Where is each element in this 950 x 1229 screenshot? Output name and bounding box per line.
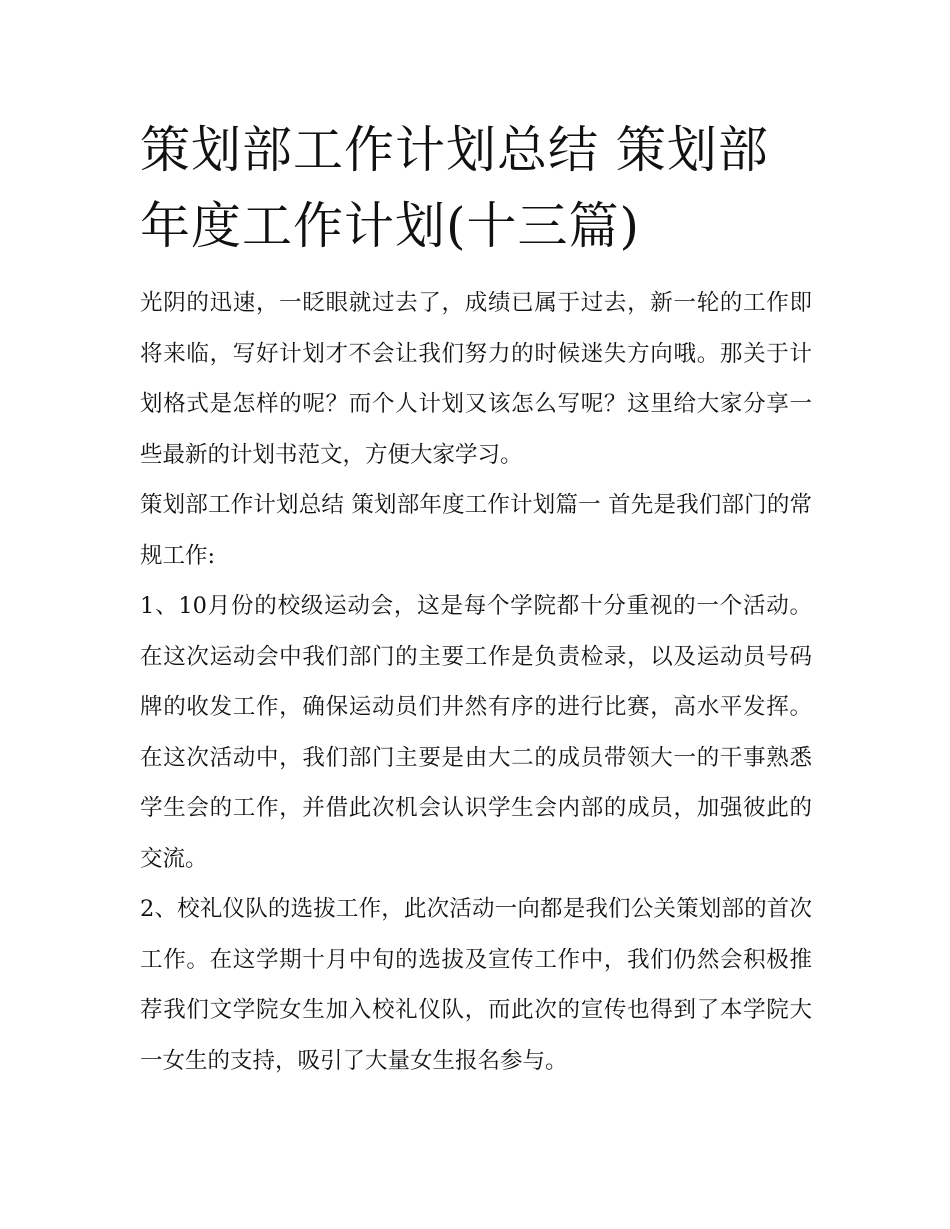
document-title: 策划部工作计划总结 策划部年度工作计划(十三篇) [140, 121, 769, 255]
document-page [140, 112, 812, 1086]
paragraph-item-1: 1、10月份的校级运动会，这是每个学院都十分重视的一个活动。在这次运动会中我们部门的主要工作是负责检录，以及运动员号码牌的收发工作，确保运动员们井然有序的进行比赛，高水平发挥。在这次活动中，我们部门主要是由大二的成员带领大一的干事熟悉学生会的工作，并借此次机会认识学生会内部的成员，加强彼此的交流。 [140, 593, 812, 872]
paragraph-item-2: 2、校礼仪队的选拔工作，此次活动一向都是我们公关策划部的首次工作。在这学期十月中旬的选拔及宣传工作中，我们仍然会积极推荐我们文学院女生加入校礼仪队，而此次的宣传也得到了本学院大一女生的支持，吸引了大量女生报名参与。 [140, 896, 812, 1074]
paragraph-intro: 光阴的迅速，一眨眼就过去了，成绩已属于过去，新一轮的工作即将来临，写好计划才不会让我们努力的时候迷失方向哦。那关于计划格式是怎样的呢？而个人计划又该怎么写呢？这里给大家分享一些最新的计划书范文，方便大家学习。 [140, 290, 812, 468]
paragraph-section-heading: 策划部工作计划总结 策划部年度工作计划篇一 首先是我们部门的常规工作: [140, 492, 812, 569]
